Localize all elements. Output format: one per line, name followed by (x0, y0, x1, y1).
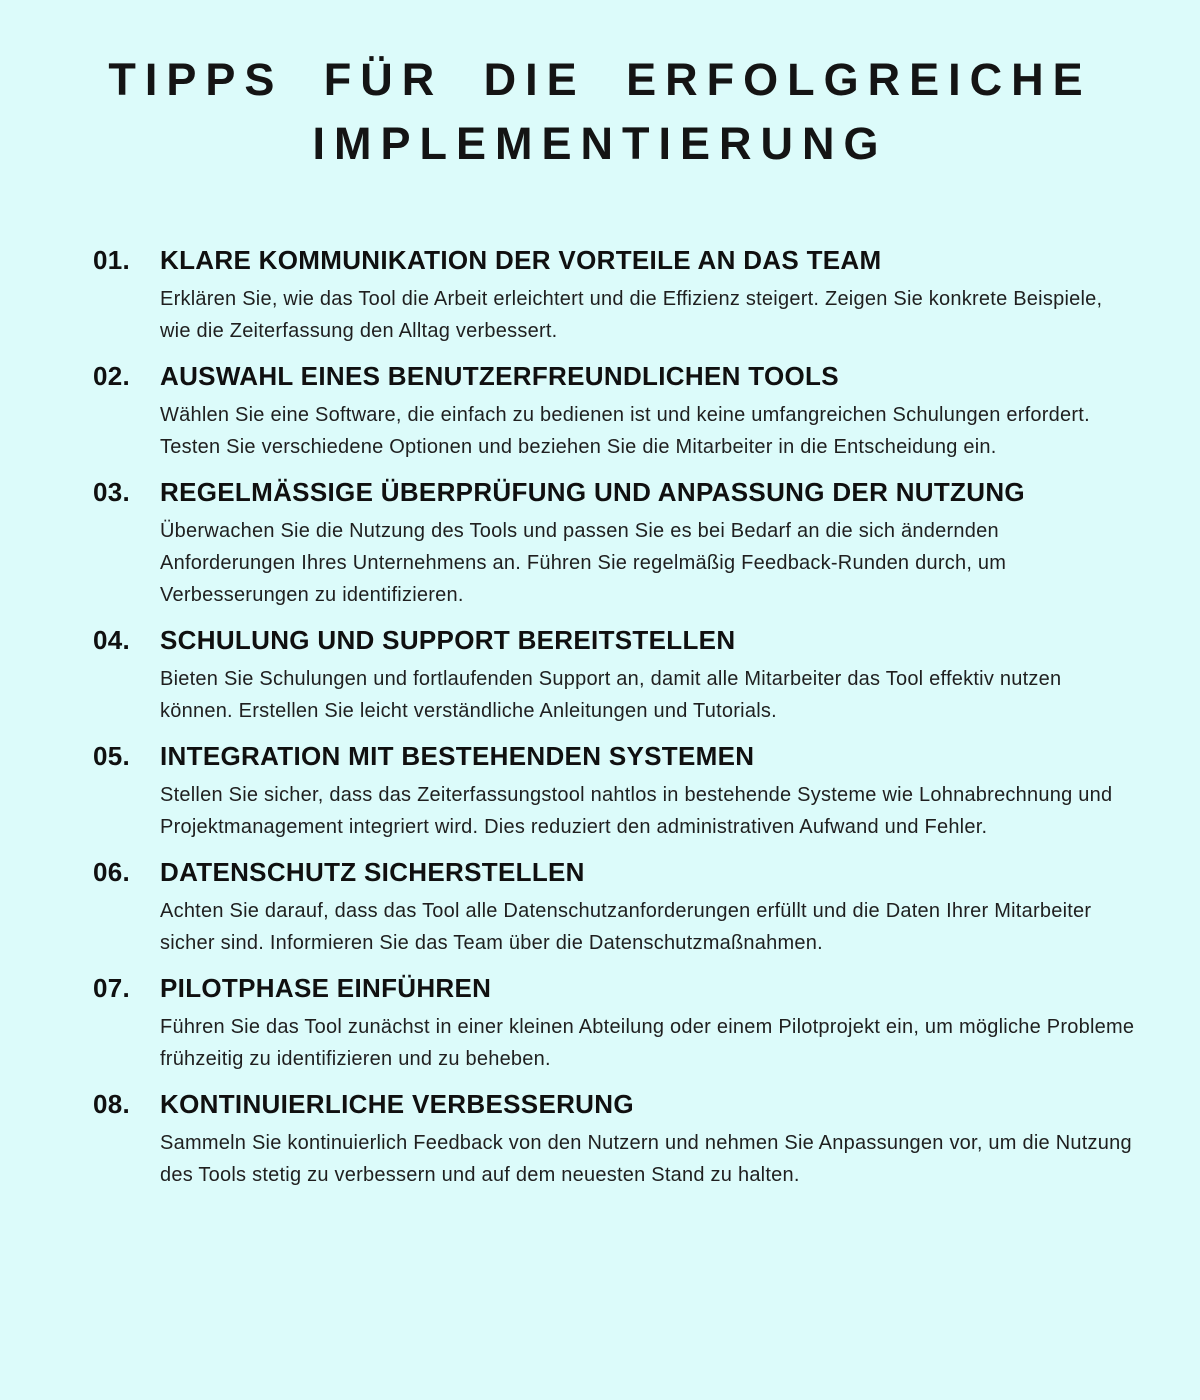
tip-body: Erklären Sie, wie das Tool die Arbeit erleichtert und die Effizienz steigert. Zeigen Sie konkrete Beispiele, wie die Zeiterfassung den Alltag verbessert. (160, 288, 1103, 342)
tip-item-02 (93, 360, 1138, 463)
tip-item-01 (93, 244, 1138, 347)
tip-item-04 (93, 624, 1138, 727)
tip-number: 03. (93, 477, 130, 507)
tips-list (93, 244, 1138, 1191)
tip-item-05 (93, 740, 1138, 843)
page-title (0, 48, 1200, 176)
tip-content (160, 624, 1138, 727)
tip-content (160, 972, 1138, 1075)
tip-number: 07. (93, 973, 130, 1003)
tip-item-07 (93, 972, 1138, 1075)
tip-item-08 (93, 1088, 1138, 1191)
tip-item-06 (93, 856, 1138, 959)
tip-body: Führen Sie das Tool zunächst in einer kleinen Abteilung oder einem Pilotprojekt ein, um mögliche Probleme frühzeitig zu identifizieren und zu beheben. (160, 1016, 1135, 1070)
tip-body: Sammeln Sie kontinuierlich Feedback von den Nutzern und nehmen Sie Anpassungen vor, um die Nutzung des Tools stetig zu verbessern und auf dem neuesten Stand zu halten. (160, 1132, 1132, 1186)
tip-content (160, 476, 1138, 611)
tip-heading: PILOTPHASE EINFÜHREN (160, 973, 492, 1003)
tip-number: 05. (93, 741, 130, 771)
tip-item-03 (93, 476, 1138, 611)
tip-content (160, 1088, 1138, 1191)
tip-content (160, 856, 1138, 959)
tip-content (160, 360, 1138, 463)
tip-number: 08. (93, 1089, 130, 1119)
page-title-line-1: TIPPS FÜR DIE ERFOLGREICHE (108, 54, 1092, 105)
tip-heading: AUSWAHL EINES BENUTZERFREUNDLICHEN TOOLS (160, 361, 839, 391)
tip-heading: REGELMÄSSIGE ÜBERPRÜFUNG UND ANPASSUNG DER NUTZUNG (160, 477, 1025, 507)
tip-body: Achten Sie darauf, dass das Tool alle Datenschutzanforderungen erfüllt und die Daten Ihrer Mitarbeiter sicher sind. Informieren Sie das Team über die Datenschutzmaßnahmen. (160, 900, 1092, 954)
tip-number: 02. (93, 361, 130, 391)
tip-content (160, 740, 1138, 843)
tip-number: 04. (93, 625, 130, 655)
page-title-line-2: IMPLEMENTIERUNG (312, 118, 888, 169)
tip-body: Überwachen Sie die Nutzung des Tools und passen Sie es bei Bedarf an die sich ändernden Anforderungen Ihres Unternehmens an. Führen Sie regelmäßig Feedback-Runden durch, um Verbesserungen zu identifizieren. (160, 520, 1007, 606)
tip-heading: KONTINUIERLICHE VERBESSERUNG (160, 1089, 634, 1119)
tip-body: Bieten Sie Schulungen und fortlaufenden Support an, damit alle Mitarbeiter das Tool effektiv nutzen können. Erstellen Sie leicht verständliche Anleitungen und Tutorials. (160, 668, 1062, 722)
tip-heading: INTEGRATION MIT BESTEHENDEN SYSTEMEN (160, 741, 755, 771)
tip-content (160, 244, 1138, 347)
tip-body: Stellen Sie sicher, dass das Zeiterfassungstool nahtlos in bestehende Systeme wie Lohnabrechnung und Projektmanagement integriert wird. Dies reduziert den administrativen Aufwand und Fehler. (160, 784, 1113, 838)
tip-body: Wählen Sie eine Software, die einfach zu bedienen ist und keine umfangreichen Schulungen erfordert. Testen Sie verschiedene Optionen und beziehen Sie die Mitarbeiter in die Entscheidung ein. (160, 404, 1090, 458)
tip-heading: SCHULUNG UND SUPPORT BEREITSTELLEN (160, 625, 736, 655)
tip-heading: DATENSCHUTZ SICHERSTELLEN (160, 857, 585, 887)
tip-number: 01. (93, 245, 130, 275)
tip-heading: KLARE KOMMUNIKATION DER VORTEILE AN DAS TEAM (160, 245, 882, 275)
tip-number: 06. (93, 857, 130, 887)
